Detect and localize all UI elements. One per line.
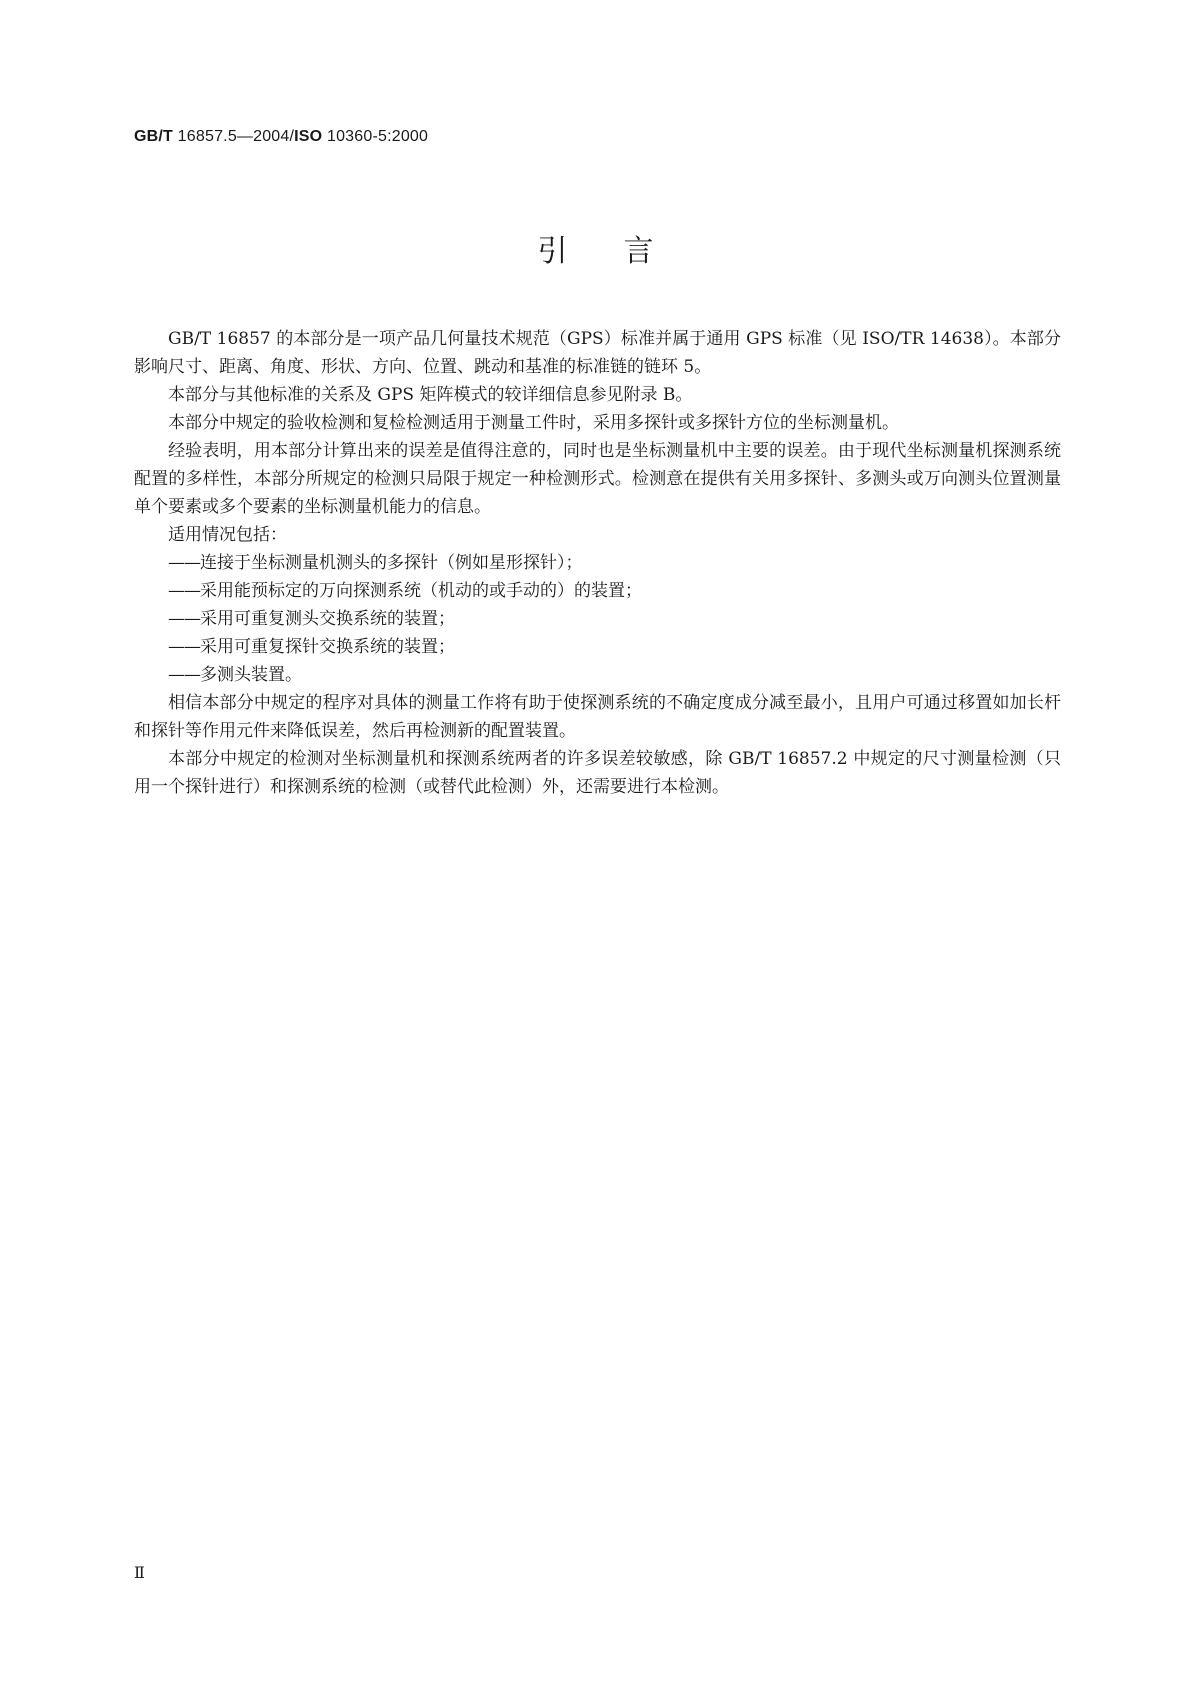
list-dash: ——	[168, 637, 200, 657]
list-item-text: 采用可重复探针交换系统的装置；	[200, 637, 455, 657]
list-item	[134, 605, 1061, 633]
page-title: 引言	[537, 234, 710, 269]
list-item-text: 采用能预标定的万向探测系统（机动的或手动的）的装置；	[200, 581, 642, 601]
document-header	[134, 128, 428, 146]
list-dash: ——	[168, 665, 200, 685]
paragraph: 本部分与其他标准的关系及 GPS 矩阵模式的较详细信息参见附录 B。	[168, 385, 693, 405]
list-item-text: 多测头装置。	[200, 665, 302, 685]
header-code-iso: ISO	[294, 128, 323, 145]
list-item	[134, 633, 1061, 661]
header-number-iso: 10360-5:2000	[322, 128, 429, 145]
paragraph: 经验表明，用本部分计算出来的误差是值得注意的，同时也是坐标测量机中主要的误差。由于现代坐标测量机探测系统配置的多样性，本部分所规定的检测只局限于规定一种检测形式。检测意在提供有关用多探针、多测头或万向测头位置测量单个要素或多个要素的坐标测量机能力的信息。	[134, 441, 1061, 517]
paragraph: GB/T 16857 的本部分是一项产品几何量技术规范（GPS）标准并属于通用 GPS 标准（见 ISO/TR 14638）。本部分影响尺寸、距离、角度、形状、方向、位置、跳动和基准的标准链的链环 5。	[134, 329, 1061, 377]
header-number-gbt: 16857.5—2004/	[173, 128, 295, 145]
list-item-text: 连接于坐标测量机测头的多探针（例如星形探针）；	[200, 553, 583, 573]
page-number: Ⅱ	[134, 1563, 145, 1582]
header-code-gbt: GB/T	[134, 128, 174, 145]
paragraph: 相信本部分中规定的程序对具体的测量工作将有助于使探测系统的不确定度成分减至最小，且用户可通过移置如加长杆和探针等作用元件来降低误差，然后再检测新的配置装置。	[134, 693, 1061, 741]
list-item	[134, 661, 1061, 689]
list-item	[134, 549, 1061, 577]
list-item	[134, 577, 1061, 605]
paragraph: 适用情况包括：	[168, 525, 287, 545]
paragraph: 本部分中规定的检测对坐标测量机和探测系统两者的许多误差较敏感，除 GB/T 16857.2 中规定的尺寸测量检测（只用一个探针进行）和探测系统的检测（或替代此检测）外，还需要进行本检测。	[134, 749, 1061, 797]
paragraph: 本部分中规定的验收检测和复检检测适用于测量工件时，采用多探针或多探针方位的坐标测量机。	[168, 413, 899, 433]
list-dash: ——	[168, 609, 200, 629]
list-item-text: 采用可重复测头交换系统的装置；	[200, 609, 455, 629]
list-dash: ——	[168, 553, 200, 573]
list-dash: ——	[168, 581, 200, 601]
document-body	[134, 325, 1061, 801]
